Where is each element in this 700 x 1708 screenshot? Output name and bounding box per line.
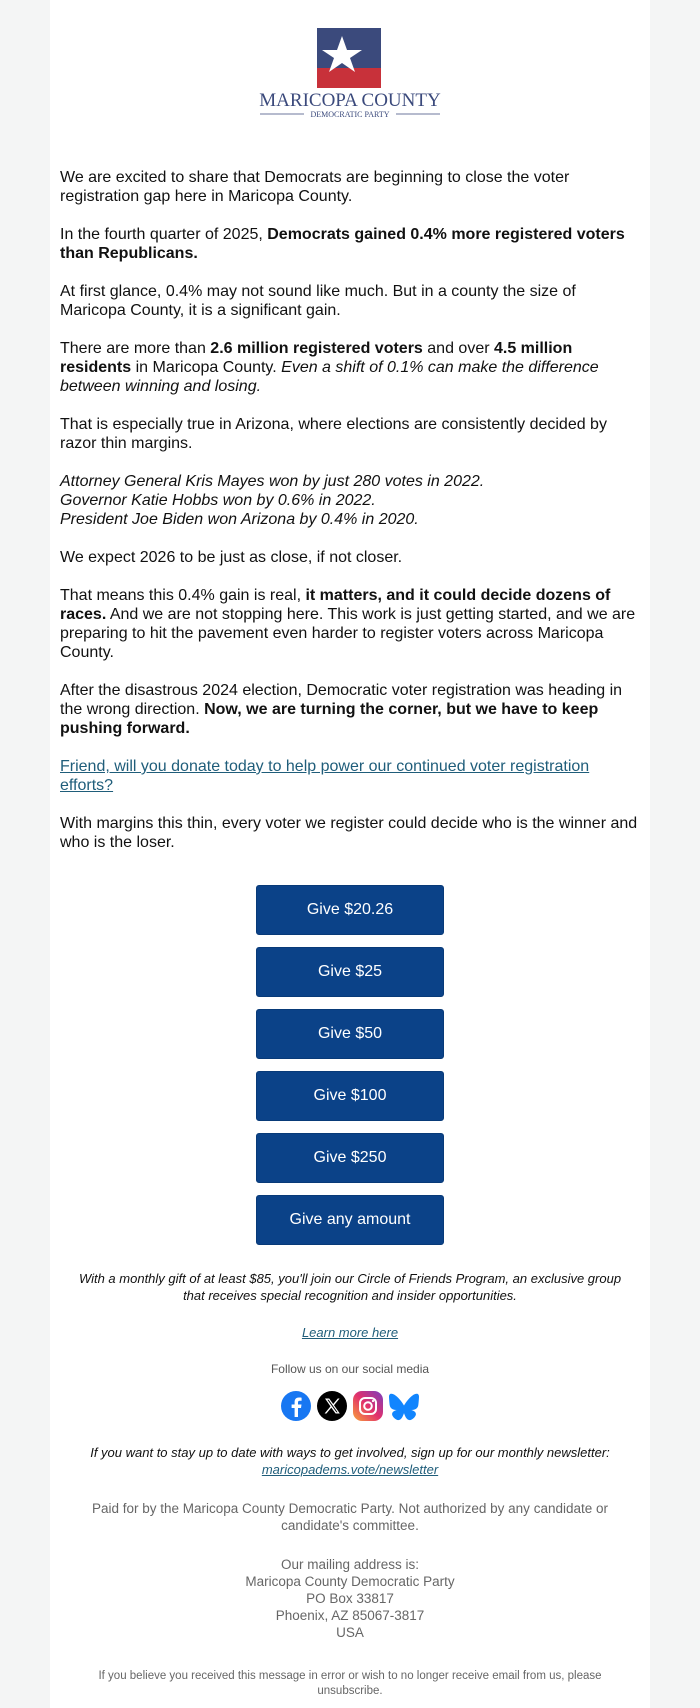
give-250-button[interactable]: Give $250: [256, 1133, 444, 1183]
paragraph-arizona: That is especially true in Arizona, where elections are consistently decided by razor thin margins.: [60, 416, 607, 452]
give-50-button[interactable]: Give $50: [256, 1009, 444, 1059]
bluesky-icon[interactable]: [388, 1390, 420, 1424]
x-icon[interactable]: [316, 1390, 348, 1424]
paragraph-gain: That means this 0.4% gain is real, it matters, and it could decide dozens of races. And we are not stopping here. This work is just getting started, and we are preparing to hit the pavement even harder to register voters across Maricopa County.: [60, 587, 636, 661]
newsletter-link[interactable]: maricopadems.vote/newsletter: [261, 1462, 439, 1477]
logo-name: MARICOPA COUNTY: [259, 90, 441, 111]
address-city: Phoenix, AZ 85067-3817: [275, 1608, 425, 1623]
unsubscribe-text: If you believe you received this message in error or wish to no longer receive email from us, please unsubscribe.: [98, 1670, 602, 1697]
give-100-button[interactable]: Give $100: [256, 1071, 444, 1121]
donation-buttons: [50, 885, 650, 1257]
social-icons: [70, 1390, 630, 1424]
paragraph-margins: With margins this thin, every voter we register could decide who is the winner and who is the loser.: [60, 815, 638, 851]
newsletter-text: If you want to stay up to date with ways to get involved, sign up for our monthly newsletter: maricopadems.vote/newsletter: [90, 1445, 610, 1477]
facebook-icon[interactable]: [280, 1390, 312, 1424]
email-footer: [70, 1270, 630, 1699]
paragraph-intro: We are excited to share that Democrats are beginning to close the voter registration gap here in Maricopa County.: [60, 169, 570, 205]
address-box: PO Box 33817: [306, 1591, 394, 1606]
circle-of-friends-text: With a monthly gift of at least $85, you'll join our Circle of Friends Program, an exclusive group that receives special recognition and insider opportunities.: [78, 1271, 622, 1303]
paragraph-corner: After the disastrous 2024 election, Democratic voter registration was heading in the wrong direction. Now, we are turning the corner, but we have to keep pushing forward.: [60, 682, 623, 737]
mailing-label: Our mailing address is:: [280, 1557, 420, 1572]
paragraph-glance: At first glance, 0.4% may not sound like much. But in a county the size of Maricopa County, it is a significant gain.: [60, 283, 576, 319]
mailing-address: [70, 1556, 630, 1641]
logo-subtitle: DEMOCRATIC PARTY: [310, 110, 390, 119]
paragraph-voters: There are more than 2.6 million registered voters and over 4.5 million residents in Maricopa County. Even a shift of 0.1% can make the difference between winning and losing.: [60, 340, 599, 395]
instagram-icon[interactable]: [352, 1390, 384, 1424]
give-any-amount-button[interactable]: Give any amount: [256, 1195, 444, 1245]
party-logo: [50, 26, 650, 126]
email-card: [50, 0, 650, 1708]
paragraph-results: Attorney General Kris Mayes won by just 280 votes in 2022. Governor Katie Hobbs won by 0.6% in 2022. President Joe Biden won Arizona by 0.4% in 2020.: [60, 473, 485, 528]
donate-link[interactable]: Friend, will you donate today to help power our continued voter registration efforts?: [60, 758, 590, 794]
paragraph-donate: [60, 757, 640, 795]
address-country: USA: [336, 1625, 364, 1640]
follow-text: Follow us on our social media: [270, 1362, 430, 1376]
learn-more-link[interactable]: Learn more here: [301, 1325, 399, 1340]
address-org: Maricopa County Democratic Party: [245, 1574, 455, 1589]
paragraph-q4: In the fourth quarter of 2025, Democrats gained 0.4% more registered voters than Republicans.: [60, 226, 625, 262]
give-2026-button[interactable]: Give $20.26: [256, 885, 444, 935]
paid-for-disclaimer: Paid for by the Maricopa County Democratic Party. Not authorized by any candidate or candidate's committee.: [91, 1501, 608, 1533]
give-25-button[interactable]: Give $25: [256, 947, 444, 997]
email-body: [60, 168, 640, 871]
paragraph-2026: We expect 2026 to be just as close, if not closer.: [60, 549, 403, 566]
